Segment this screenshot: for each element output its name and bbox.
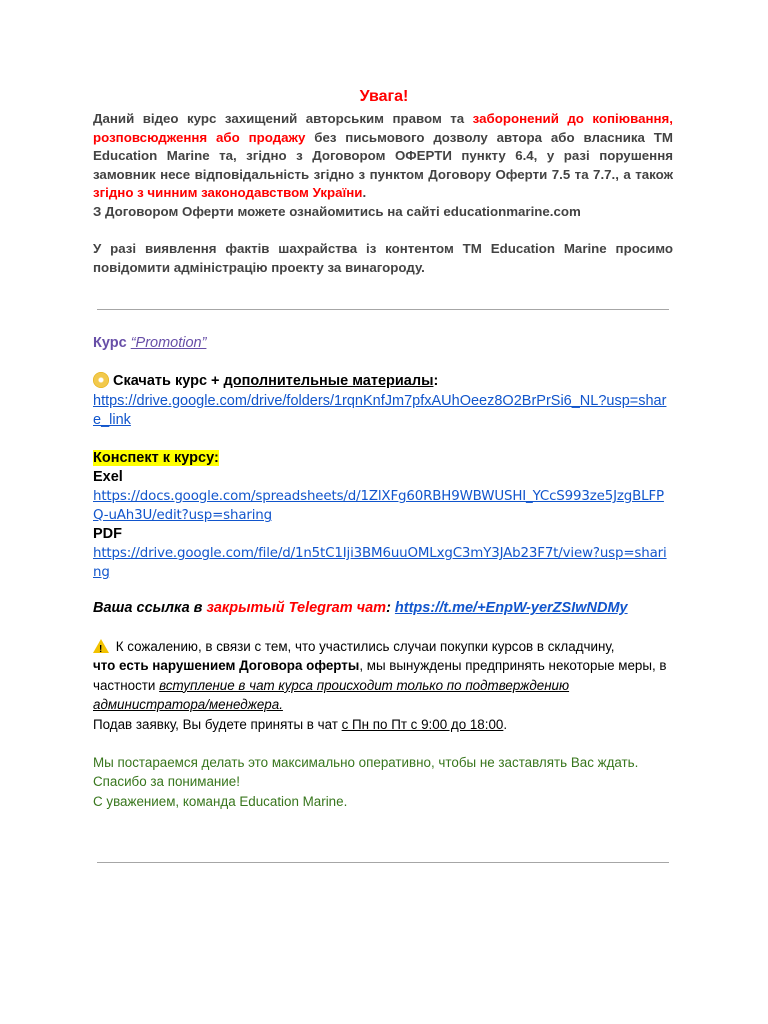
fraud-report-line: У разі виявлення фактів шахрайства із контентом ТМ Education Marine просимо повідомити адміністрацію проекту за винагороду. xyxy=(93,241,673,275)
konspekt-heading: Конспект к курсу: xyxy=(93,450,219,466)
excel-label: Exel xyxy=(93,469,123,485)
download-label: Скачать курс + xyxy=(113,373,224,389)
telegram-red-text: закрытый Telegram чат xyxy=(206,600,387,616)
telegram-colon: : xyxy=(386,600,395,616)
telegram-text: Ваша ссылка в xyxy=(93,600,207,616)
warning-text-2: без письмового дозволу автора або власника ТМ Education Marine та, згідно з Договором ОФЕРТИ пункту 6.4, у разі порушення замовник несе відповідальність згідно з пунктом Договору Оферти 7.5 та 7.7., а також xyxy=(93,129,673,182)
closing-section xyxy=(93,753,673,811)
divider-bottom xyxy=(97,862,669,863)
download-section xyxy=(93,372,673,431)
telegram-line xyxy=(93,600,673,616)
konspekt-section xyxy=(93,449,673,582)
warning-red-text: заборонений до копіювання, розповсюдження або продажу xyxy=(93,111,674,145)
warning-red-text-2: згідно з чинним законодавством України xyxy=(93,185,363,201)
disc-icon xyxy=(93,372,109,388)
pdf-link[interactable]: https://drive.google.com/file/d/1n5tC1Iji3BM6uuOMLxgC3mY3JAb23F7t/view?usp=sharing xyxy=(93,546,667,580)
notice-section xyxy=(93,637,673,734)
copyright-warning xyxy=(93,110,673,277)
notice-line-2: , мы вынуждены предпринять некоторые меры, в частности xyxy=(93,658,667,693)
warning-text: Даний відео курс захищений авторським правом та xyxy=(93,111,473,126)
notice-period: . xyxy=(503,716,508,732)
warning-period: . xyxy=(362,185,367,201)
offer-site-line: З Договором Оферти можете ознайомитись на сайті educationmarine.com xyxy=(93,203,581,219)
notice-italic-underline: вступление в чат курса происходит только по подтверждению администратора/менеджера. xyxy=(93,677,570,713)
download-label-materials: дополнительные материалы xyxy=(223,373,434,389)
divider xyxy=(97,309,669,310)
notice-line-1: К сожалению, в связи с тем, что участились случаи покупки курсов в складчину, xyxy=(112,639,615,654)
excel-link[interactable]: https://docs.google.com/spreadsheets/d/1ZlXFg60RBH9WBWUSHI_YCcS993ze5JzgBLFPQ-uAh3U/edit?usp=sharing xyxy=(93,489,664,523)
notice-bold: что есть нарушением Договора оферты xyxy=(93,658,360,674)
notice-line-3: Подав заявку, Вы будете приняты в чат xyxy=(93,716,342,732)
closing-line-2: Спасибо за понимание! xyxy=(93,774,240,790)
course-name: “Promotion” xyxy=(130,335,207,351)
course-label: Курс xyxy=(93,335,127,351)
download-colon: : xyxy=(433,373,439,389)
notice-schedule: с Пн по Пт с 9:00 до 18:00 xyxy=(341,716,504,732)
course-line xyxy=(93,335,673,351)
download-link[interactable]: https://drive.google.com/drive/folders/1rqnKnfJm7pfxAUhOeez8O2BrPrSi6_NL?usp=share_link xyxy=(93,392,667,428)
closing-line-1: Мы постараемся делать это максимально оперативно, чтобы не заставлять Вас ждать. xyxy=(93,755,639,770)
closing-line-3: С уважением, команда Education Marine. xyxy=(93,793,348,809)
notice-title: Увага! xyxy=(359,88,409,105)
warning-icon xyxy=(93,639,109,653)
telegram-link[interactable]: https://t.me/+EnpW-yerZSIwNDMy xyxy=(394,600,628,616)
pdf-label: PDF xyxy=(93,526,122,542)
